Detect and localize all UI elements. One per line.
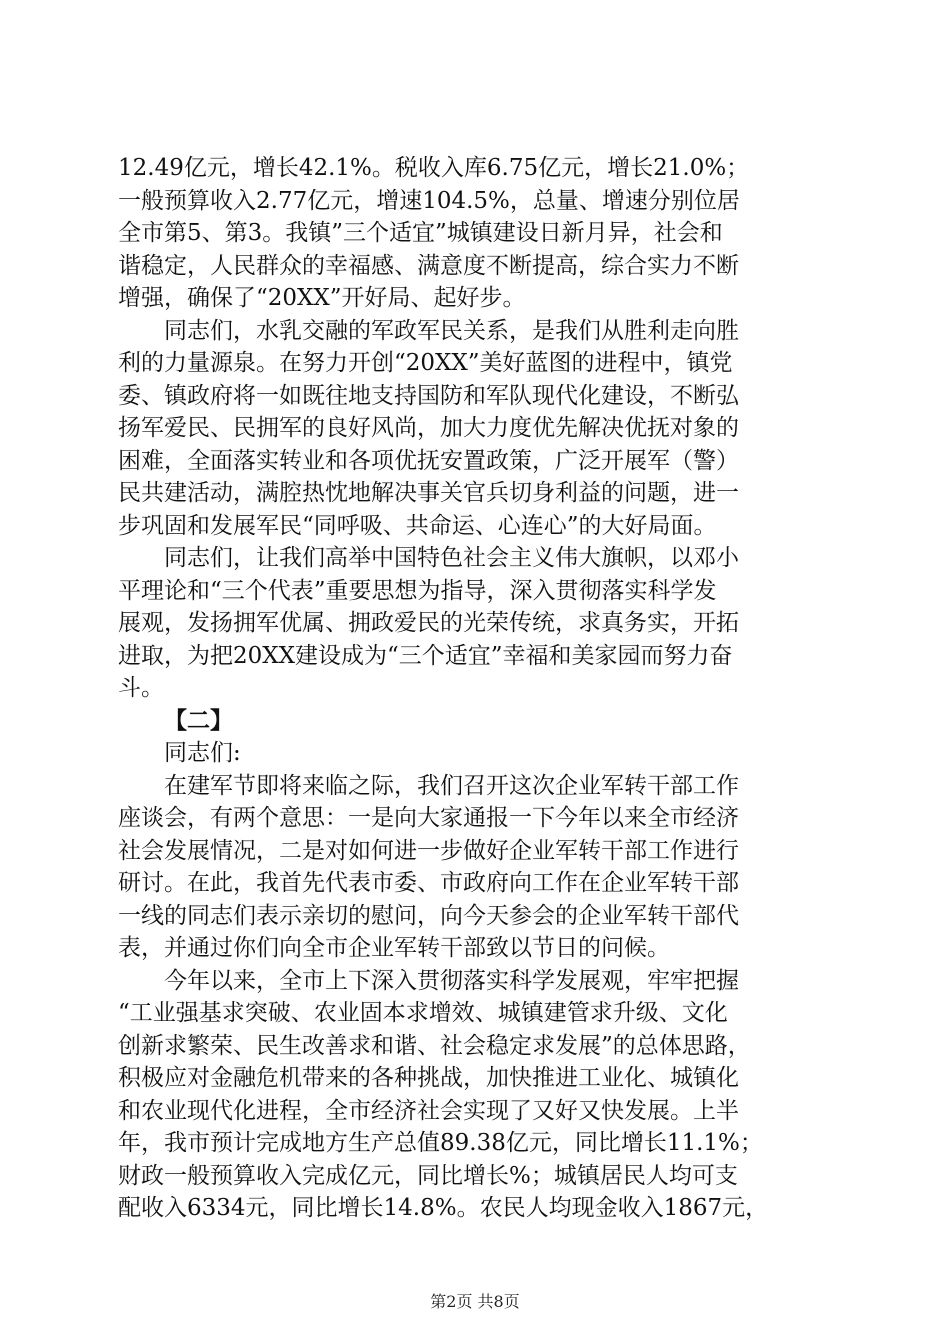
- text-line: 创新求繁荣、民生改善求和谐、社会稳定求发展”的总体思路，: [118, 1032, 751, 1059]
- text-line: 表，并通过你们向全市企业军转干部致以节日的问候。: [118, 935, 670, 961]
- text-line: 社会发展情况，二是对如何进一步做好企业军转干部工作进行: [118, 837, 739, 864]
- text-line: 12.49亿元，增长42.1%。税收入库6.75亿元，增长21.0%；: [118, 155, 750, 181]
- text-line: 积极应对金融危机带来的各种挑战，加快推进工业化、城镇化: [118, 1065, 739, 1091]
- text-line: 一般预算收入2.77亿元，增速104.5%，总量、增速分别位居: [118, 187, 740, 214]
- text-line: 平理论和“三个代表”重要思想为指导，深入贯彻落实科学发: [118, 577, 717, 604]
- text-line: 利的力量源泉。在努力开创“20XX”美好蓝图的进程中，镇党: [118, 350, 733, 376]
- text-line: 扬军爱民、民拥军的良好风尚，加大力度优先解决优抚对象的: [118, 415, 739, 441]
- text-line: 民共建活动，满腔热忱地解决事关官兵切身利益的问题，进一: [118, 480, 739, 506]
- text-line: 展观，发扬拥军优属、拥政爱民的光荣传统，求真务实，开拓: [118, 610, 739, 636]
- text-line: 委、镇政府将一如既往地支持国防和军队现代化建设，不断弘: [118, 382, 739, 409]
- text-line: 增强，确保了“20XX”开好局、起好步。: [118, 285, 526, 311]
- text-line: 一线的同志们表示亲切的慰问，向今天参会的企业军转干部代: [118, 902, 739, 929]
- text-line: 研讨。在此，我首先代表市委、市政府向工作在企业军转干部: [118, 870, 739, 896]
- document-body: [118, 152, 838, 1225]
- text-line: 在建军节即将来临之际，我们召开这次企业军转干部工作: [164, 772, 739, 799]
- text-line: 财政一般预算收入完成亿元，同比增长%；城镇居民人均可支: [118, 1162, 738, 1189]
- text-line: 困难，全面落实转业和各项优抚安置政策，广泛开展军（警）: [118, 447, 739, 474]
- text-line: 进取，为把20XX建设成为“三个适宜”幸福和美家园而努力奋: [118, 642, 733, 669]
- page-footer: 第2页 共8页: [430, 1292, 520, 1311]
- text-line: 全市第5、第3。我镇”三个适宜”城镇建设日新月异，社会和: [118, 220, 723, 246]
- text-line: 步巩固和发展军民“同呼吸、共命运、心连心”的大好局面。: [118, 512, 717, 539]
- text-line: 今年以来，全市上下深入贯彻落实科学发展观，牢牢把握: [164, 967, 739, 994]
- text-line: 谐稳定，人民群众的幸福感、满意度不断提高，综合实力不断: [118, 252, 739, 279]
- text-line: 和农业现代化进程，全市经济社会实现了又好又快发展。上半: [118, 1097, 739, 1124]
- text-line: 同志们:: [164, 740, 241, 766]
- text-line: “工业强基求突破、农业固本求增效、城镇建管求升级、文化: [118, 1000, 728, 1026]
- text-line: 配收入6334元，同比增长14.8%。农民人均现金收入1867元，: [118, 1195, 769, 1221]
- section-heading: 【二】: [164, 706, 233, 734]
- text-line: 座谈会，有两个意思：一是向大家通报一下今年以来全市经济: [118, 805, 739, 831]
- text-line: 同志们，水乳交融的军政军民关系，是我们从胜利走向胜: [164, 317, 739, 344]
- text-line: 同志们，让我们高举中国特色社会主义伟大旗帜，以邓小: [164, 545, 739, 571]
- text-line: 年，我市预计完成地方生产总值89.38亿元，同比增长11.1%；: [118, 1130, 763, 1156]
- text-line: 斗。: [118, 675, 164, 701]
